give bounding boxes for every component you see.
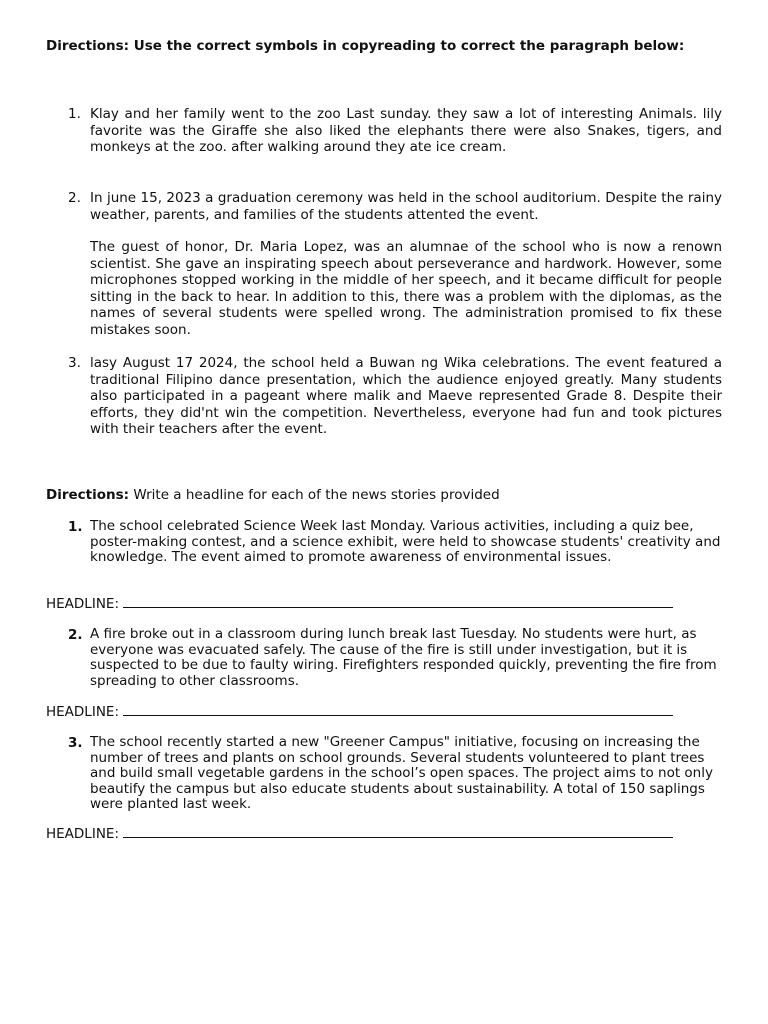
copyreading-directions: Directions: Use the correct symbols in copyreading to correct the paragraph below: (46, 38, 685, 54)
headline-directions (46, 487, 722, 504)
item-number: 2. (68, 627, 83, 643)
paragraph: lasy August 17 2024, the school held a Buwan ng Wika celebrations. The event featured a traditional Filipino dance presentation, which the audience enjoyed greatly. Many students also participated in a pageant where malik and Maeve represented Grade 8. Despite their efforts, they did'nt win the competition. Nevertheless, everyone had fun and took pictures with their teachers after the event. (90, 355, 722, 437)
item-number: 1. (68, 106, 81, 122)
story-text: A fire broke out in a classroom during lunch break last Tuesday. No students were hurt, as everyone was evacuated safely. The cause of the fire is still under investigation, but it is suspected to be due to faulty wiring. Firefighters responded quickly, preventing the fire from spreading to other classrooms. (90, 626, 717, 689)
headline-label: HEADLINE: (46, 596, 119, 612)
headline-blank-line[interactable] (123, 705, 673, 716)
paragraph: Klay and her family went to the zoo Last sunday. they saw a lot of interesting Animals. lily favorite was the Giraffe she also liked the elephants there were also Snakes, tigers, and monkeys at the zoo. after walking around they ate ice cream. (90, 106, 722, 155)
copyreading-item-3 (46, 355, 722, 438)
directions-text: Write a headline for each of the news stories provided (129, 487, 500, 503)
paragraph: In june 15, 2023 a graduation ceremony was held in the school auditorium. Despite the rainy weather, parents, and families of the students attented the event. (90, 190, 722, 223)
story-text: The school recently started a new "Greener Campus" initiative, focusing on increasing the number of trees and plants on school grounds. Several students volunteered to plant trees and build small vegetable gardens in the school’s open spaces. The project aims to not only beautify the campus but also educate students about sustainability. A total of 150 saplings were planted last week. (90, 734, 713, 812)
copyreading-item-2 (46, 190, 722, 338)
directions-label: Directions: (46, 487, 130, 503)
item-number: 3. (68, 355, 81, 371)
copyreading-item-1 (46, 106, 722, 156)
news-story-3 (46, 735, 722, 813)
item-number: 3. (68, 735, 83, 751)
headline-blank-line[interactable] (123, 827, 673, 838)
paragraph: The guest of honor, Dr. Maria Lopez, was an alumnae of the school who is now a renown scientist. She gave an inspirating speech about perseverance and hardwork. However, some microphones stopped working in the middle of her speech, and it became difficult for people sitting in the back to hear. In addition to this, there was a problem with the diplomas, as the names of several students were spelled wrong. The administration promised to fix these mistakes soon. (90, 239, 722, 338)
headline-row-2 (46, 704, 706, 720)
headline-row-1 (46, 596, 706, 612)
headline-label: HEADLINE: (46, 826, 119, 842)
headline-blank-line[interactable] (123, 597, 673, 608)
news-story-2 (46, 627, 722, 689)
headline-row-3 (46, 826, 706, 842)
headline-label: HEADLINE: (46, 704, 119, 720)
story-text: The school celebrated Science Week last Monday. Various activities, including a quiz bee, poster-making contest, and a science exhibit, were held to showcase students' creativity and knowledge. The event aimed to promote awareness of environmental issues. (90, 518, 721, 565)
item-number: 1. (68, 519, 83, 535)
item-number: 2. (68, 190, 81, 206)
news-story-1 (46, 519, 722, 566)
